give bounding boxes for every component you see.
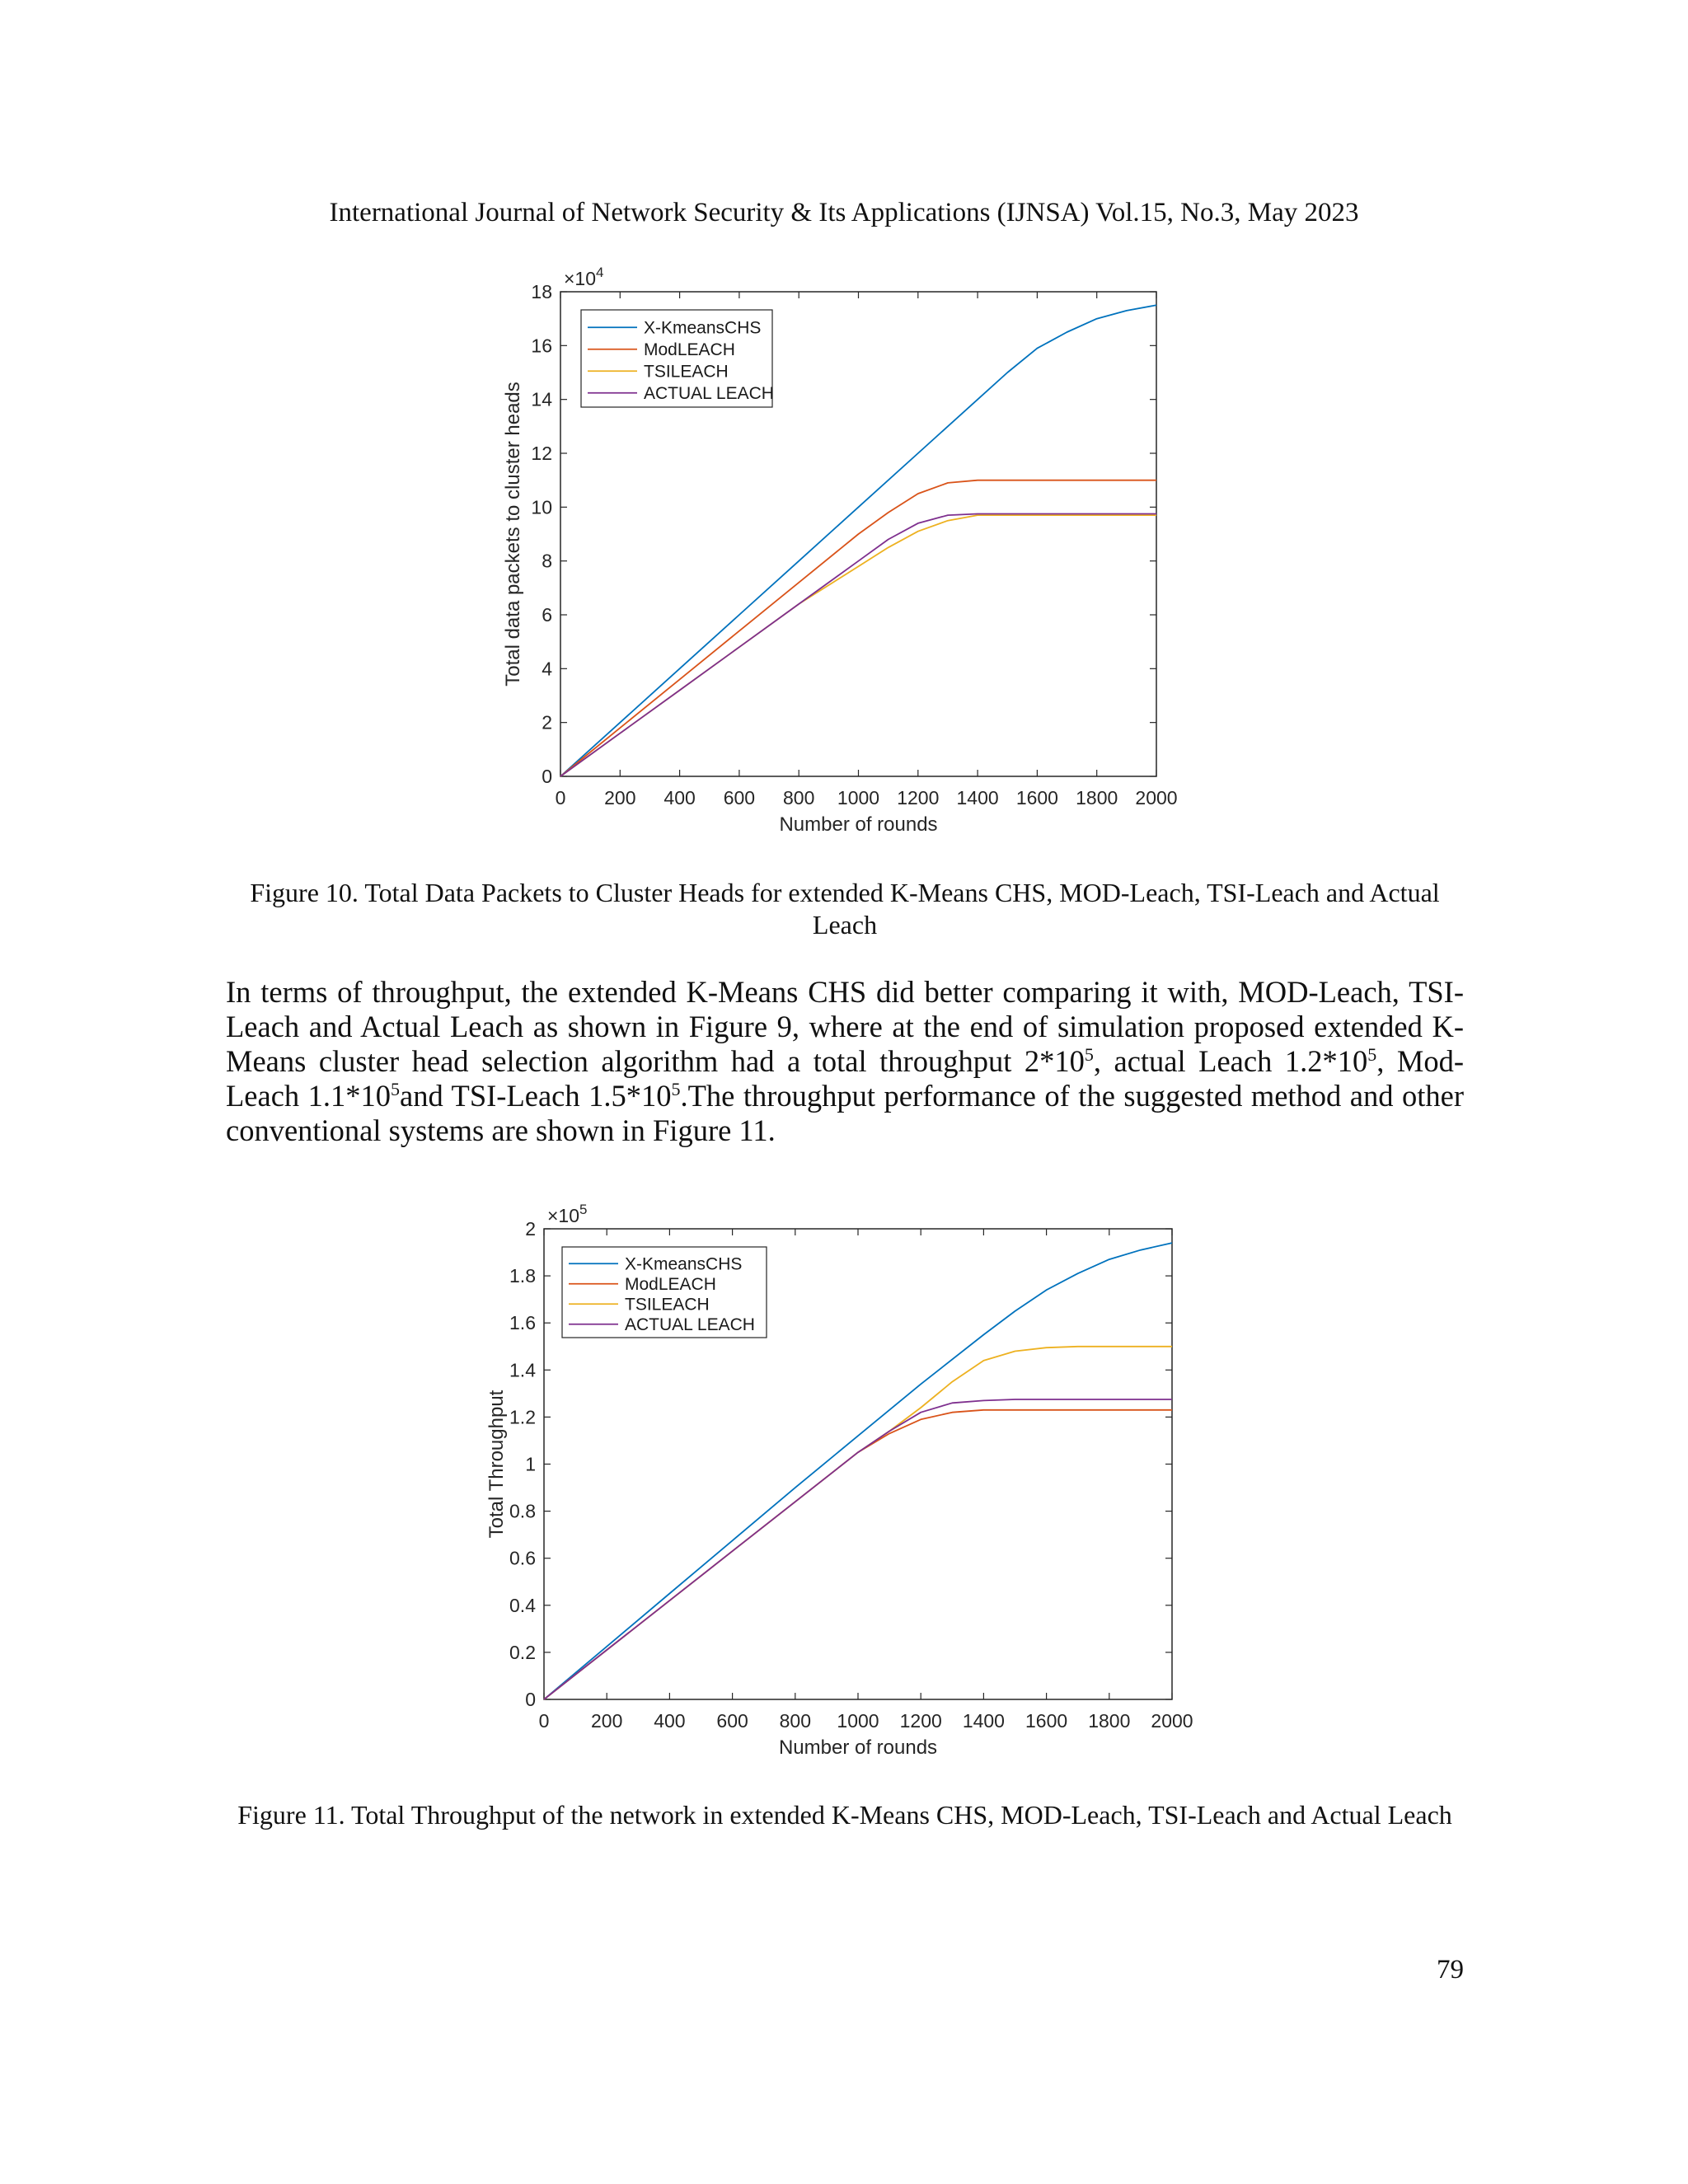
y-tick-label: 1.2 xyxy=(509,1406,536,1428)
x-tick-label: 1600 xyxy=(1025,1710,1068,1732)
y-tick-label: 0.2 xyxy=(509,1641,536,1663)
figure-11-caption: Figure 11. Total Throughput of the network in extended K-Means CHS, MOD-Leach, TSI-Leach and Actual Leach xyxy=(237,1800,1452,1830)
axis-exponent: $\times 10^5$ xyxy=(547,1202,588,1226)
superscript: 5 xyxy=(391,1078,401,1099)
y-tick-label: 14 xyxy=(531,388,552,410)
y-tick-label: 1 xyxy=(525,1453,536,1475)
figure-11 xyxy=(470,1199,1212,1776)
x-tick-label: 2000 xyxy=(1151,1710,1193,1732)
y-tick-label: 4 xyxy=(542,658,552,680)
x-tick-label: 400 xyxy=(654,1710,686,1732)
paragraph-text: .The throughput performance of the suggested method and other conventional systems are shown in Figure 11. xyxy=(226,1079,1464,1147)
x-tick-label: 1000 xyxy=(837,1710,879,1732)
paragraph-text: , actual Leach 1.2*10 xyxy=(1093,1044,1368,1078)
legend-label: ModLEACH xyxy=(644,340,735,359)
x-tick-label: 800 xyxy=(779,1710,811,1732)
y-axis-label: Total Throughput xyxy=(485,1390,508,1539)
y-tick-label: 1.6 xyxy=(509,1312,536,1334)
x-tick-label: 400 xyxy=(663,787,696,808)
legend-label: ACTUAL LEACH xyxy=(625,1315,755,1334)
axis-exponent-power: 4 xyxy=(596,265,604,280)
x-axis-label: Number of rounds xyxy=(778,1736,938,1759)
x-tick-label: 0 xyxy=(555,787,566,808)
superscript: 5 xyxy=(1084,1043,1094,1065)
x-tick-label: 800 xyxy=(783,787,815,808)
y-tick-label: 10 xyxy=(531,496,552,518)
paragraph-text: , Mod-Leach 1.1*10 xyxy=(226,1044,1464,1113)
paragraph-text: and TSI-Leach 1.5*10 xyxy=(400,1079,672,1113)
legend-label: ACTUAL LEACH xyxy=(644,383,774,403)
figure-10-chart xyxy=(495,264,1187,841)
x-tick-label: 1800 xyxy=(1076,787,1118,808)
legend-label: X-KmeansCHS xyxy=(625,1254,743,1274)
superscript: 5 xyxy=(1367,1043,1377,1065)
x-tick-label: 0 xyxy=(538,1710,550,1732)
legend-label: TSILEACH xyxy=(644,362,729,382)
legend-label: ModLEACH xyxy=(625,1274,716,1294)
x-tick-label: 1400 xyxy=(956,787,999,808)
page-number: 79 xyxy=(1437,1955,1464,1985)
x-axis-label: Number of rounds xyxy=(779,813,938,836)
x-tick-label: 1000 xyxy=(837,787,880,808)
y-tick-label: 2 xyxy=(525,1218,536,1240)
y-tick-label: 2 xyxy=(542,711,552,733)
body-paragraph xyxy=(226,975,1464,1148)
y-tick-label: 8 xyxy=(542,550,552,572)
x-tick-label: 200 xyxy=(604,787,636,808)
axis-exponent: $\times 10^4$ xyxy=(564,265,604,289)
x-tick-label: 1600 xyxy=(1015,787,1058,808)
figure-11-chart xyxy=(470,1199,1212,1776)
y-tick-label: 1.4 xyxy=(509,1359,536,1381)
y-tick-label: 16 xyxy=(531,335,552,357)
y-tick-label: 0.8 xyxy=(509,1500,536,1522)
running-header: International Journal of Network Security & Its Applications (IJNSA) Vol.15, No.3, May 2023 xyxy=(329,198,1359,227)
x-tick-label: 600 xyxy=(716,1710,748,1732)
x-tick-label: 1200 xyxy=(897,787,940,808)
legend-label: TSILEACH xyxy=(625,1295,710,1315)
x-tick-label: 600 xyxy=(723,787,756,808)
figure-10 xyxy=(495,264,1187,841)
y-axis-label: Total data packets to cluster heads xyxy=(502,382,524,687)
y-tick-label: 0 xyxy=(542,766,552,787)
y-tick-label: 18 xyxy=(531,281,552,302)
y-tick-label: 12 xyxy=(531,443,552,464)
y-tick-label: 0.4 xyxy=(509,1594,536,1616)
x-tick-label: 2000 xyxy=(1135,787,1178,808)
y-tick-label: 0 xyxy=(525,1689,536,1710)
superscript: 5 xyxy=(671,1078,681,1099)
x-tick-label: 1400 xyxy=(962,1710,1005,1732)
axis-exponent-power: 5 xyxy=(579,1202,588,1217)
y-tick-label: 1.8 xyxy=(509,1265,536,1287)
y-tick-label: 0.6 xyxy=(509,1547,536,1569)
y-tick-label: 6 xyxy=(542,604,552,626)
x-tick-label: 200 xyxy=(591,1710,623,1732)
figure-10-caption: Figure 10. Total Data Packets to Cluster Heads for extended K-Means CHS, MOD-Leach, TSI-Leach and Actual Leach xyxy=(250,878,1440,940)
paragraph-text: In terms of throughput, the extended K-Means CHS did better comparing it with, MOD-Leach, TSI-Leach and Actual Leach as shown in Figure 9, where at the end of simulation proposed extended K-Means cluster head selection algorithm had a total throughput 2*10 xyxy=(226,975,1464,1078)
x-tick-label: 1200 xyxy=(899,1710,942,1732)
legend-label: X-KmeansCHS xyxy=(644,318,762,338)
x-tick-label: 1800 xyxy=(1088,1710,1131,1732)
